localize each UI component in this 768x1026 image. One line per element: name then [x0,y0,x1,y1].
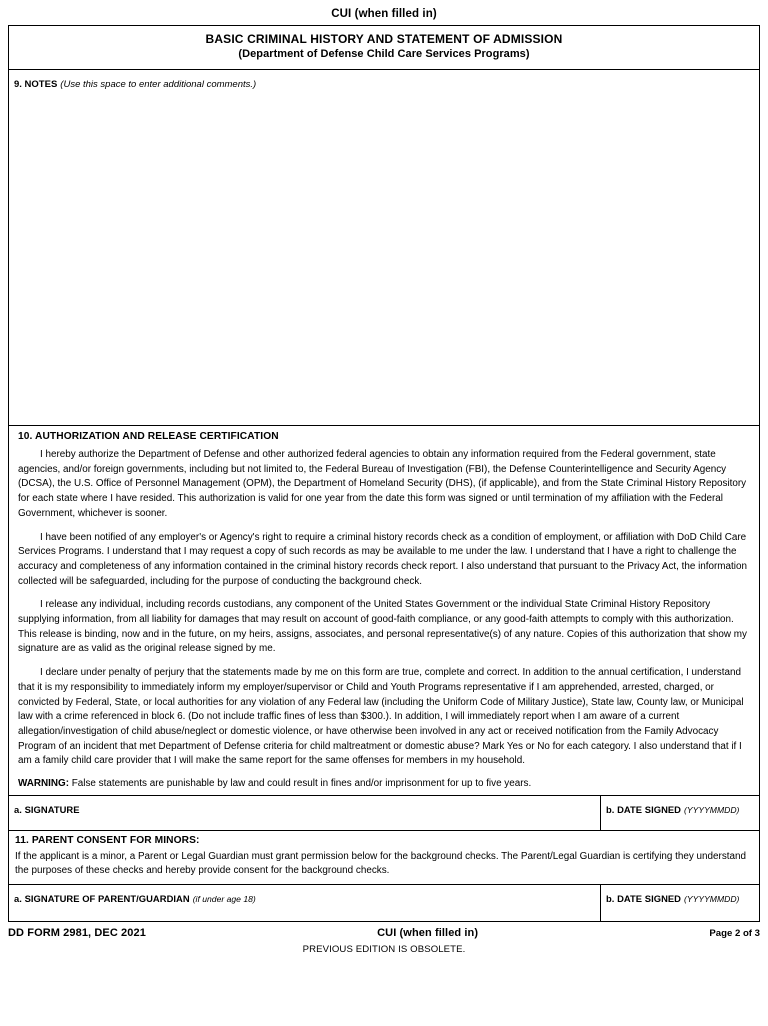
applicant-date-hint: (YYYYMMDD) [684,805,740,816]
notes-label: 9. NOTES [14,79,58,90]
guardian-signature-hint: (if under age 18) [192,893,256,904]
form-title-primary: BASIC CRIMINAL HISTORY AND STATEMENT OF ADMISSION [205,32,563,46]
guardian-date-field[interactable] [601,885,759,921]
authorization-heading: 10. AUTHORIZATION AND RELEASE CERTIFICATION [18,431,279,442]
authorization-paragraph: I have been notified of any employer's or Agency's right to require a criminal history records check as a condition of employment, or affiliation with DoD Child Care Services Programs. I understand that I may request a copy of such records as may be available to me under the law. I understand that I have a right to challenge the accuracy and completeness of any information contained in the criminal history records check report. I also understand that pursuant to the Privacy Act, the information collected will be safeguarded, including for the purpose of conducting the background check. [18,531,747,587]
warning-label: WARNING: [18,778,70,790]
authorization-section [9,426,759,796]
guardian-date-hint: (YYYYMMDD) [684,893,740,904]
form-footer [8,922,760,939]
applicant-signature-row [9,796,759,831]
parent-consent-text: If the applicant is a minor, a Parent or Legal Guardian must grant permission below for the background checks. The Parent/Legal Guardian is certifying they understand the purposes of these checks and hereby provide consent for the background checks. [15,851,746,877]
applicant-date-label: b. DATE SIGNED [606,804,682,816]
parent-consent-heading: 11. PARENT CONSENT FOR MINORS: [15,835,200,847]
authorization-paragraph: I declare under penalty of perjury that the statements made by me on this form are true, complete and correct. In addition to the annual certification, I understand that it is my responsibility to immediately inform my employer/supervisor or Child and Youth Programs representative if I am apprehended, arrested, charged, or convicted by Federal, State, or local authorities for any violation of any Federal law (including the Uniform Code of Military Justice), State law, County law, or Municipal law with a crime referenced in block 6. (Do not include traffic fines of less than $300.). In addition, I will immediately report when I am aware of a current allegation/investigation of child abuse/neglect or domestic violence, or have otherwise been involved in any act or received notification from the Family Advocacy Program of an incident that met Department of Defense criteria for child maltreatment or domestic abuse? Mark Yes or No for each category. I also understand that if I am a family child care provider that I will make the same report for the same offenses for members in my household. [18,667,744,767]
cui-footer-banner: CUI (when filled in) [377,926,479,939]
cui-header-banner: CUI (when filled in) [331,8,437,20]
notes-header [14,74,759,92]
applicant-signature-label: a. SIGNATURE [14,804,80,816]
authorization-paragraph: I hereby authorize the Department of Defense and other authorized federal agencies to obtain any information required from the Federal government, state agencies, and/or foreign governments, including but not limited to, the Federal Bureau of Investigation (FBI), the Defense Counterintelligence and Security Agency (DCSA), the U.S. Office of Personnel Management (OPM), the Department of Homeland Security (DHS), (if applicable), and from the State Criminal History Repository for each state where I have resided. This authorization is valid for one year from the date this form was signed or until termination of my affiliation with the Federal Government, whichever is sooner. [18,449,747,519]
previous-edition-note: PREVIOUS EDITION IS OBSOLETE. [302,943,466,955]
form-id-label: DD FORM 2981, DEC 2021 [8,926,146,939]
notes-hint: (Use this space to enter additional comments.) [60,79,257,90]
guardian-signature-field[interactable] [9,885,601,921]
parent-consent-section [9,831,759,885]
applicant-signature-field[interactable] [9,796,601,830]
notes-input-area[interactable] [14,92,759,422]
warning-statement [18,777,750,791]
applicant-date-field[interactable] [601,796,759,830]
guardian-date-label: b. DATE SIGNED [606,892,682,904]
form-title-block [9,26,759,70]
notes-section [9,70,759,426]
guardian-signature-row [9,885,759,921]
form-frame [8,25,760,922]
guardian-signature-label: a. SIGNATURE OF PARENT/GUARDIAN [14,892,190,904]
warning-text: False statements are punishable by law and could result in fines and/or imprisonment for up to five years. [71,778,532,790]
authorization-paragraph: I release any individual, including records custodians, any component of the United States Government or the individual State Criminal History Repository supplying information, from all liability for damages that may result on account of good-faith compliance, or any good-faith attempts to comply with this authorization. This release is binding, now and in the future, on my heirs, assigns, associates, and personal representative(s) of any nature. Copies of this authorization that show my signature are as valid as the original release signed by me. [18,599,747,655]
page-number-label: Page 2 of 3 [709,927,760,939]
form-title-secondary: (Department of Defense Child Care Services Programs) [238,48,530,60]
